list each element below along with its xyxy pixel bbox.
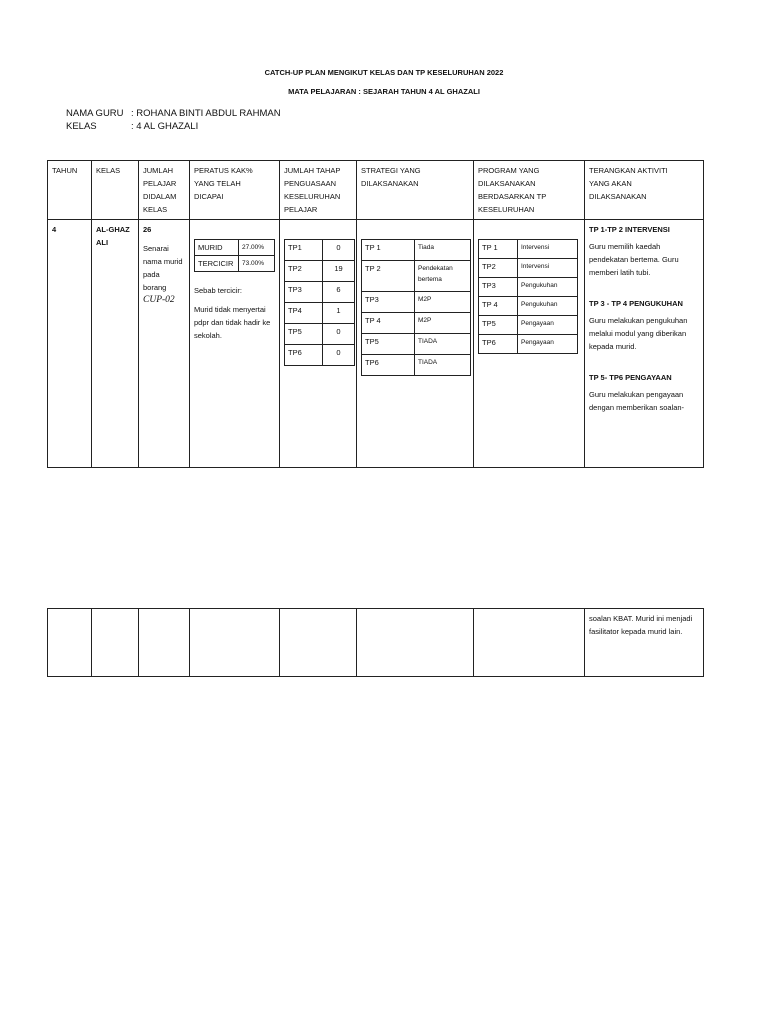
program-row: TP6 Pengayaan bbox=[479, 335, 578, 354]
cell-tahun: 4 bbox=[48, 220, 92, 468]
header-program: PROGRAM YANG DILAKSANAKAN BERDASARKAN TP KESELURUHAN bbox=[474, 161, 585, 220]
aktiviti-text-pengukuhan: Guru melakukan pengukuhan melalui modul yang diberikan kepada murid. bbox=[589, 316, 688, 351]
kelas-value: : 4 AL GHAZALI bbox=[131, 121, 199, 132]
tahap-row: TP1 0 bbox=[285, 240, 355, 261]
tahap-subtable bbox=[284, 239, 355, 366]
cell-strategi bbox=[357, 220, 474, 468]
cell-aktiviti bbox=[585, 220, 704, 468]
header-aktiviti: TERANGKAN AKTIVITI YANG AKAN DILAKSANAKAN bbox=[585, 161, 704, 220]
subject-title: MATA PELAJARAN : SEJARAH TAHUN 4 AL GHAZALI bbox=[288, 87, 480, 96]
tahap-row: TP6 0 bbox=[285, 345, 355, 366]
aktiviti-heading-pengukuhan: TP 3 - TP 4 PENGUKUHAN bbox=[589, 299, 683, 308]
continuation-table bbox=[47, 608, 704, 677]
program-subtable bbox=[478, 239, 578, 354]
continuation-row bbox=[48, 609, 704, 677]
program-row: TP 1 Intervensi bbox=[479, 240, 578, 259]
tahap-row: TP5 0 bbox=[285, 324, 355, 345]
header-kelas: KELAS bbox=[92, 161, 139, 220]
data-row bbox=[48, 220, 704, 468]
strategi-row: TP 2 Pendekatan bertema bbox=[362, 261, 471, 292]
header-jumlah: JUMLAH PELAJAR DIDALAM KELAS bbox=[139, 161, 190, 220]
strategi-row: TP 1 Tiada bbox=[362, 240, 471, 261]
sebab-text: Murid tidak menyertai pdpr dan tidak hadir ke sekolah. bbox=[194, 305, 271, 340]
tahap-row: TP4 1 bbox=[285, 303, 355, 324]
aktiviti-heading-pengayaan: TP 5- TP6 PENGAYAAN bbox=[589, 373, 672, 382]
cell-program bbox=[474, 220, 585, 468]
cup-reference: CUP-02 bbox=[143, 295, 175, 305]
document-title: CATCH-UP PLAN MENGIKUT KELAS DAN TP KESELURUHAN 2022 bbox=[264, 68, 504, 77]
guru-value: : ROHANA BINTI ABDUL RAHMAN bbox=[131, 108, 281, 119]
aktiviti-text-intervensi: Guru memilih kaedah pendekatan bertema. Guru memberi latih tubi. bbox=[589, 242, 679, 277]
program-row: TP5 Pengayaan bbox=[479, 316, 578, 335]
header-strategi: STRATEGI YANG DILAKSANAKAN bbox=[357, 161, 474, 220]
header-tahap: JUMLAH TAHAP PENGUASAAN KESELURUHAN PELAJAR bbox=[280, 161, 357, 220]
guru-label: NAMA GURU bbox=[66, 108, 124, 119]
strategi-row: TP5 TIADA bbox=[362, 334, 471, 355]
sebab-label: Sebab tercicir: bbox=[194, 286, 242, 295]
aktiviti-continued: soalan KBAT. Murid ini menjadi fasilitator kepada murid lain. bbox=[585, 609, 704, 677]
header-row bbox=[48, 161, 704, 220]
peratus-subtable bbox=[194, 239, 275, 272]
tahap-row: TP3 6 bbox=[285, 282, 355, 303]
aktiviti-text-pengayaan: Guru melakukan pengayaan dengan memberikan soalan- bbox=[589, 390, 685, 412]
aktiviti-heading-intervensi: TP 1-TP 2 INTERVENSI bbox=[589, 225, 670, 234]
kelas-label: KELAS bbox=[66, 121, 97, 132]
strategi-row: TP3 M2P bbox=[362, 292, 471, 313]
cell-kelas: AL-GHAZALI bbox=[92, 220, 139, 468]
header-tahun: TAHUN bbox=[48, 161, 92, 220]
tahap-row: TP2 19 bbox=[285, 261, 355, 282]
strategi-row: TP6 TIADA bbox=[362, 355, 471, 376]
cell-jumlah: 26 Senarai nama murid pada borang CUP-02 bbox=[139, 220, 190, 468]
program-row: TP3 Pengukuhan bbox=[479, 278, 578, 297]
header-peratus: PERATUS KAK% YANG TELAH DICAPAI bbox=[190, 161, 280, 220]
strategi-subtable bbox=[361, 239, 471, 376]
catch-up-table bbox=[47, 160, 704, 468]
peratus-row: TERCICIR 73.00% bbox=[195, 256, 275, 272]
cell-peratus bbox=[190, 220, 280, 468]
program-row: TP2 Intervensi bbox=[479, 259, 578, 278]
program-row: TP 4 Pengukuhan bbox=[479, 297, 578, 316]
peratus-row: MURID 27.00% bbox=[195, 240, 275, 256]
cell-tahap bbox=[280, 220, 357, 468]
strategi-row: TP 4 M2P bbox=[362, 313, 471, 334]
